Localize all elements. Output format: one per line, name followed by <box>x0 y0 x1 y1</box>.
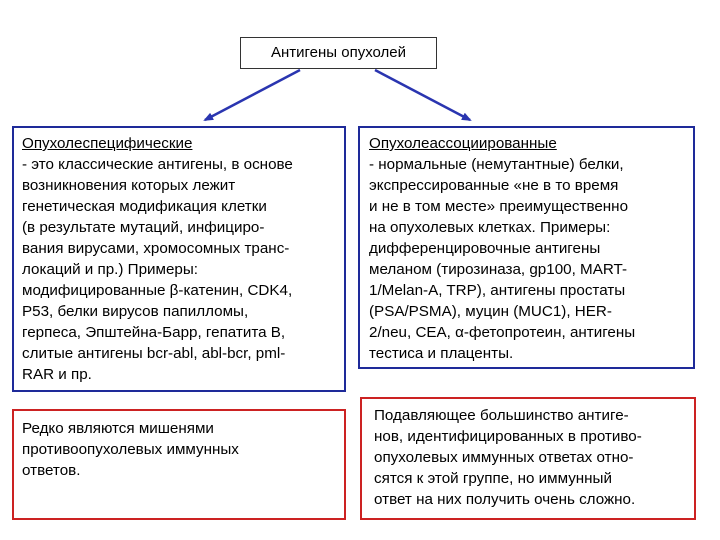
text-line: экспрессированные «не в то время <box>369 177 619 194</box>
tumor-specific-box <box>12 126 346 392</box>
text-line: сятся к этой группе, но иммунный <box>374 470 612 487</box>
text-line: противоопухолевых иммунных <box>22 441 239 458</box>
text-line: вания вирусами, хромосомных транс- <box>22 240 290 257</box>
text-line: ответ на них получить очень сложно. <box>374 491 636 508</box>
text-line: тестиса и плаценты. <box>369 345 514 362</box>
text-line: - это классические антигены, в основе <box>22 156 293 173</box>
text-line: - нормальные (немутантные) белки, <box>369 156 624 173</box>
text-line: герпеса, Эпштейна-Барр, гепатита В, <box>22 324 286 341</box>
text-line: меланом (тирозиназа, gp100, MART- <box>369 261 628 278</box>
rarely-targets-note <box>12 409 346 520</box>
text-line: и не в том месте» преимущественно <box>369 198 629 215</box>
tumor-associated-heading: Опухолеассоциированные <box>369 135 557 152</box>
text-line: P53, белки вирусов папилломы, <box>22 303 249 320</box>
tumor-specific-heading: Опухолеспецифические <box>22 135 193 152</box>
text-line: нов, идентифицированных в противо- <box>374 428 642 445</box>
text-line: дифференцировочные антигены <box>369 240 601 257</box>
text-line: возникновения которых лежит <box>22 177 236 194</box>
text-line: (PSA/PSMA), муцин (MUC1), HER- <box>369 303 612 320</box>
text-line: опухолевых иммунных ответах отно- <box>374 449 634 466</box>
text-line: (в результате мутаций, инфициро- <box>22 219 265 236</box>
majority-antigens-note <box>360 397 696 520</box>
diagram-title-text: Антигены опухолей <box>270 44 407 61</box>
text-line: ответов. <box>22 462 81 479</box>
text-line: Редко являются мишенями <box>22 420 214 437</box>
text-line: локаций и пр.) Примеры: <box>22 261 198 278</box>
arrow-to-tumor-specific <box>205 70 300 120</box>
tumor-associated-box <box>358 126 695 369</box>
text-line: слитые антигены bcr-abl, abl-bcr, pml- <box>22 345 286 362</box>
text-line: Подавляющее большинство антиге- <box>374 407 629 424</box>
text-line: 1/Melan-A, TRP), антигены простаты <box>369 282 626 299</box>
text-line: генетическая модификация клетки <box>22 198 267 215</box>
arrow-to-tumor-associated <box>375 70 470 120</box>
text-line: модифицированные β-катенин, CDK4, <box>22 282 293 299</box>
text-line: RAR и пр. <box>22 366 92 383</box>
text-line: 2/neu, CEA, α-фетопротеин, антигены <box>369 324 636 341</box>
text-line: на опухолевых клетках. Примеры: <box>369 219 611 236</box>
diagram-title <box>240 37 437 69</box>
